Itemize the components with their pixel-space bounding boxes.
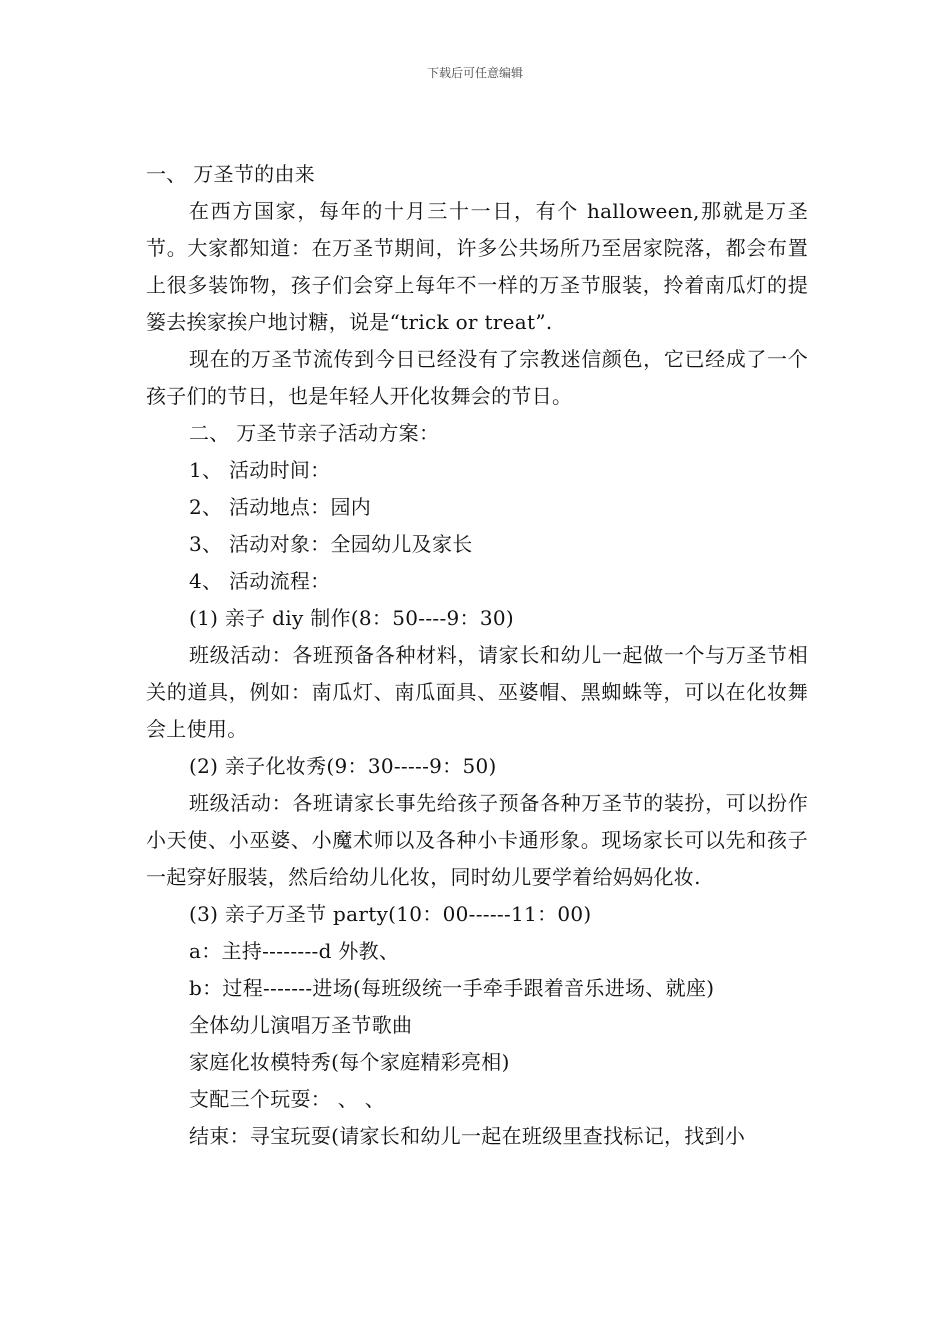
step-diy: (1) 亲子 diy 制作(8：50----9：30) bbox=[189, 606, 514, 630]
party-model-show: 家庭化妆模特秀(每个家庭精彩亮相) bbox=[189, 1050, 510, 1074]
section-heading-origin: 一、 万圣节的由来 bbox=[146, 162, 316, 186]
party-process: b：过程-------进场(每班级统一手牵手跟着音乐进场、就座) bbox=[189, 976, 715, 1000]
party-ending: 结束：寻宝玩耍(请家长和幼儿一起在班级里查找标记，找到小 bbox=[189, 1124, 746, 1148]
list-item-process: 4、 活动流程： bbox=[189, 569, 331, 593]
step-makeup-show: (2) 亲子化妆秀(9：30-----9：50) bbox=[189, 754, 497, 778]
party-host: a：主持--------d 外教、 bbox=[189, 939, 400, 963]
list-item-participants: 3、 活动对象：全园幼儿及家长 bbox=[189, 532, 473, 556]
page-header-note: 下载后可任意编辑 bbox=[426, 66, 523, 80]
paragraph-diy-activity: 班级活动：各班预备各种材料，请家长和幼儿一起做一个与万圣节相关的道具，例如：南瓜灯、南瓜面具、巫婆帽、黑蜘蛛等，可以在化妆舞会上使用。 bbox=[146, 643, 808, 741]
paragraph-makeup-activity: 班级活动：各班请家长事先给孩子预备各种万圣节的装扮，可以扮作小天使、小巫婆、小魔术师以及各种小卡通形象。现场家长可以先和孩子一起穿好服装，然后给幼儿化妆，同时幼儿要学着给妈妈化妆. bbox=[146, 791, 808, 889]
paragraph-modern-festival: 现在的万圣节流传到今日已经没有了宗教迷信颜色，它已经成了一个孩子们的节日，也是年轻人开化妆舞会的节日。 bbox=[146, 347, 808, 408]
paragraph-origin-description: 在西方国家，每年的十月三十一日，有个 halloween,那就是万圣节。大家都知道：在万圣节期间，许多公共场所乃至居家院落，都会布置上很多装饰物，孩子们会穿上每年不一样的万圣节服装，拎着南瓜灯的提篓去挨家挨户地讨糖，说是“trick or treat”. bbox=[146, 199, 808, 334]
party-song: 全体幼儿演唱万圣节歌曲 bbox=[189, 1013, 413, 1037]
document-body bbox=[146, 156, 808, 1155]
step-party: (3) 亲子万圣节 party(10：00------11：00) bbox=[189, 902, 592, 926]
list-item-time: 1、 活动时间： bbox=[189, 458, 331, 482]
list-item-location: 2、 活动地点：园内 bbox=[189, 495, 372, 519]
section-heading-plan: 二、 万圣节亲子活动方案： bbox=[189, 421, 440, 445]
party-games: 支配三个玩耍： 、 、 bbox=[189, 1087, 386, 1111]
